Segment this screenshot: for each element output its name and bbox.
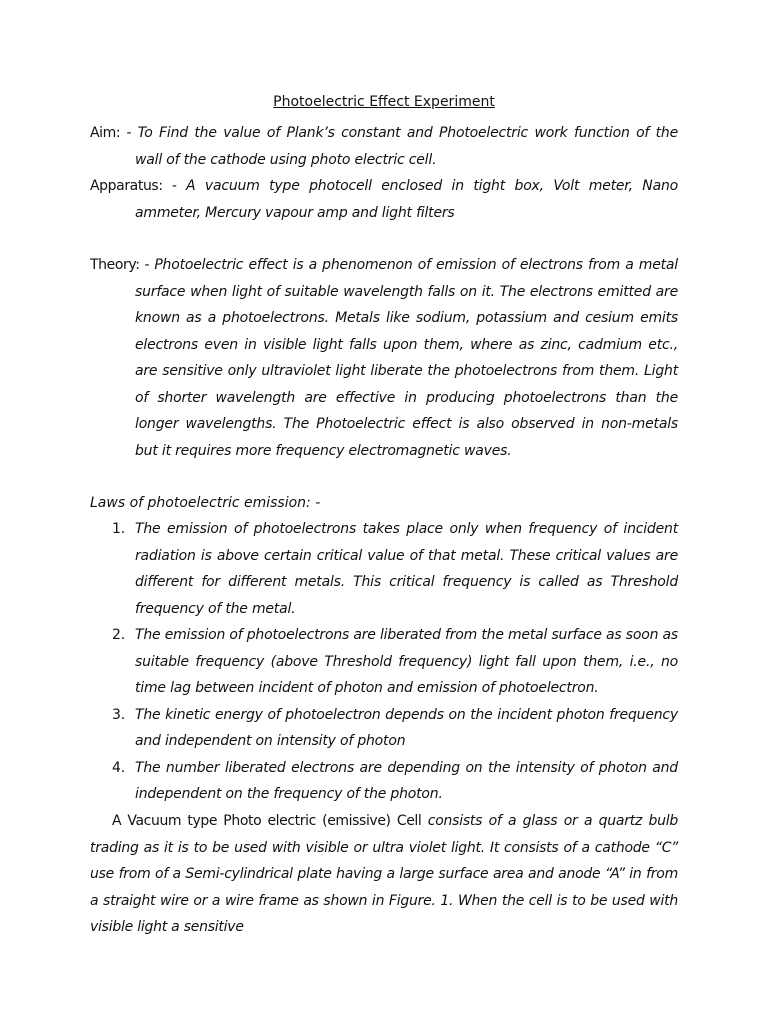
list-item-number: 3.	[112, 706, 125, 723]
list-item-number: 4.	[112, 759, 125, 776]
photocell-label: A Vacuum type Photo electric (emissive) Cell	[112, 813, 422, 829]
laws-heading: Laws of photoelectric emission: -	[90, 495, 321, 511]
photocell-paragraph	[90, 808, 678, 941]
aim-label: Aim: -	[90, 125, 132, 141]
page-title: Photoelectric Effect Experiment	[273, 94, 495, 110]
aim-text: To Find the value of Plank’s constant and Photoelectric work function of the wall of the cathode using photo electric cell.	[131, 125, 678, 168]
photocell-text: consists of a glass or a quartz bulb trading as it is to be used with visible or ultra violet light. It consists of a cathode “C” use from of a Semi-cylindrical plate having a large surface area and anode “A” in from a straight wire or a wire frame as shown in Figure. 1. When the cell is to be used with visible light a sensitive	[90, 813, 679, 935]
list-item-number: 1.	[112, 521, 125, 537]
theory-text: Photoelectric effect is a phenomenon of emission of electrons from a metal surface when light of suitable wavelength falls on it. The electrons emitted are known as a photoelectrons. Metals like sodium, potassium and cesium emits electrons even in visible light falls upon them, where as zinc, cadmium etc., are sensitive only ultraviolet light liberate the photoelectrons from them. Light of shorter wavelength are effective in producing photoelectrons than the longer wavelengths. The Photoelectric effect is also observed in non-metals but it requires more frequency electromagnetic waves.	[135, 257, 678, 459]
list-item-text: The number liberated electrons are depending on the intensity of photon and independent on the frequency of the photon.	[135, 759, 678, 802]
apparatus-label: Apparatus: -	[90, 178, 177, 194]
apparatus-section	[90, 173, 678, 226]
apparatus-text: A vacuum type photocell enclosed in tight box, Volt meter, Nano ammeter, Mercury vapour amp and light filters	[135, 178, 678, 221]
list-item	[112, 702, 678, 755]
list-item-text: The kinetic energy of photoelectron depends on the incident photon frequency and independent on intensity of photon	[135, 706, 678, 749]
list-item-number: 2.	[112, 627, 125, 643]
laws-list	[90, 516, 678, 808]
aim-section	[90, 120, 678, 173]
list-item-text: The emission of photoelectrons are liberated from the metal surface as soon as suitable frequency (above Threshold frequency) light fall upon them, i.e., no time lag between incident of photon and emission of photoelectron.	[135, 627, 678, 696]
list-item-text: The emission of photoelectrons takes place only when frequency of incident radiation is above certain critical value of that metal. These critical values are different for different metals. This critical frequency is called as Threshold frequency of the metal.	[135, 521, 678, 617]
theory-label: Theory: -	[90, 257, 150, 273]
theory-section	[90, 252, 678, 464]
list-item	[112, 755, 678, 808]
list-item	[112, 516, 678, 622]
list-item	[112, 622, 678, 702]
